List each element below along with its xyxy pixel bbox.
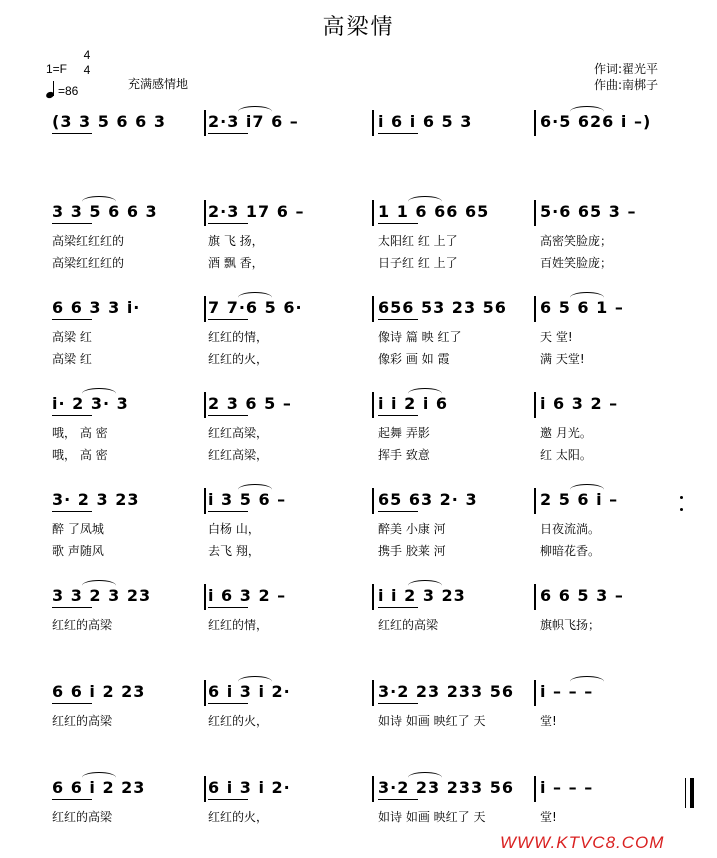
final-barline-thick: [690, 778, 694, 808]
final-barline-thin: [685, 778, 686, 808]
slur-mark: [238, 106, 272, 117]
slur-mark: [82, 580, 116, 591]
lyric-verse-2: 满 天堂!: [540, 352, 585, 366]
slur-mark: [408, 196, 442, 207]
barline: [534, 110, 536, 136]
beam-underline: [208, 607, 248, 608]
barline: [372, 200, 374, 226]
beam-underline: [52, 223, 92, 224]
beam-underline: [52, 415, 92, 416]
barline: [372, 680, 374, 706]
slur-mark: [408, 580, 442, 591]
key-signature: 1=F: [46, 62, 68, 76]
slur-mark: [238, 292, 272, 303]
barline: [534, 392, 536, 418]
lyric-verse-1: 起舞 弄影: [378, 426, 430, 440]
lyric-verse-1: 醉 了凤城: [52, 522, 104, 536]
site-watermark: WWW.KTVC8.COM: [500, 833, 665, 852]
barline: [204, 488, 206, 514]
lyric-verse-2: 柳暗花香。: [540, 544, 601, 558]
measure-notes: 6·5 626 i –): [540, 112, 652, 131]
lyric-verse-1: 白杨 山，: [208, 522, 260, 536]
barline: [372, 392, 374, 418]
beam-underline: [378, 799, 418, 800]
beam-underline: [378, 703, 418, 704]
lyric-verse-1: 红红的火，: [208, 714, 269, 728]
measure-notes: i 6 i 6 5 3: [378, 112, 473, 131]
measure-notes: 2·3 17 6 –: [208, 202, 305, 221]
slur-mark: [408, 388, 442, 399]
score-row: [30, 388, 706, 462]
measure-notes: 6 i 3 i 2·: [208, 682, 291, 701]
barline: [204, 110, 206, 136]
slur-mark: [238, 484, 272, 495]
measure-notes: 6 6 i 2 23: [52, 682, 146, 701]
lyric-verse-1: 日夜流淌。: [540, 522, 601, 536]
slur-mark: [82, 772, 116, 783]
barline: [204, 584, 206, 610]
lyric-verse-1: 旗帜飞扬；: [540, 618, 601, 632]
beam-underline: [52, 799, 92, 800]
barline: [534, 296, 536, 322]
measure-notes: 3·2 23 233 56: [378, 682, 514, 701]
measure-notes: i – – –: [540, 778, 594, 797]
barline: [534, 200, 536, 226]
measure-notes: 3 3 2 3 23: [52, 586, 152, 605]
measure-notes: 2·3 i7 6 –: [208, 112, 299, 131]
lyric-verse-2: 像彩 画 如 霞: [378, 352, 450, 366]
lyric-verse-1: 红红的高梁: [378, 618, 439, 632]
lyric-verse-2: 红红的火，: [208, 352, 269, 366]
lyric-verse-1: 高密笑脸庞；: [540, 234, 613, 248]
score-row: [30, 580, 706, 632]
score-row: [30, 106, 706, 146]
slur-mark: [408, 772, 442, 783]
beam-underline: [208, 319, 248, 320]
beam-underline: [52, 607, 92, 608]
barline: [372, 110, 374, 136]
measure-notes: i i 2 3 23: [378, 586, 466, 605]
barline: [204, 200, 206, 226]
slur-mark: [238, 676, 272, 687]
composer-credit: 作曲:南梆子: [594, 78, 659, 92]
measure-notes: i· 2 3· 3: [52, 394, 129, 413]
beam-underline: [378, 133, 418, 134]
measure-notes: 2 3 6 5 –: [208, 394, 292, 413]
time-signature: [80, 48, 94, 78]
slur-mark: [82, 388, 116, 399]
score-row: [30, 772, 706, 824]
measure-notes: 6 6 i 2 23: [52, 778, 146, 797]
barline: [204, 680, 206, 706]
slur-mark: [570, 676, 604, 687]
barline: [372, 776, 374, 802]
beam-underline: [52, 133, 92, 134]
beam-underline: [52, 319, 92, 320]
slur-mark: [570, 484, 604, 495]
barline: [534, 584, 536, 610]
beam-underline: [208, 511, 248, 512]
measure-notes: 5·6 65 3 –: [540, 202, 637, 221]
beam-underline: [378, 415, 418, 416]
measure-notes: 6 6 5 3 –: [540, 586, 624, 605]
repeat-sign: [680, 494, 684, 518]
measure-notes: 3 3 5 6 6 3: [52, 202, 158, 221]
measure-notes: 3· 2 3 23: [52, 490, 140, 509]
slur-mark: [82, 196, 116, 207]
score-row: [30, 484, 706, 558]
lyric-verse-1: 红红的高梁: [52, 810, 113, 824]
measure-notes: 3·2 23 233 56: [378, 778, 514, 797]
lyric-verse-2: 携手 胶莱 河: [378, 544, 446, 558]
measure-notes: 656 53 23 56: [378, 298, 507, 317]
barline: [534, 488, 536, 514]
lyric-verse-2: 歌 声随风: [52, 544, 104, 558]
lyric-verse-1: 如诗 如画 映红了 天: [378, 714, 486, 728]
measure-notes: i 6 3 2 –: [540, 394, 619, 413]
score-row: [30, 196, 706, 270]
lyric-verse-1: 如诗 如画 映红了 天: [378, 810, 486, 824]
lyric-verse-2: 红 太阳。: [540, 448, 592, 462]
song-title: 高梁情: [322, 15, 395, 40]
barline: [372, 296, 374, 322]
measure-notes: 6 6 3 3 i·: [52, 298, 141, 317]
lyric-verse-2: 哦， 高 密: [52, 448, 108, 462]
tempo-value: =86: [58, 84, 79, 98]
barline: [534, 680, 536, 706]
lyric-verse-1: 旗 飞 扬，: [208, 234, 264, 248]
lyric-verse-1: 邀 月光。: [540, 426, 592, 440]
lyric-verse-1: 红红高梁，: [208, 426, 269, 440]
quarter-note-icon: [46, 80, 58, 98]
meter-bottom: 4: [83, 63, 91, 77]
measure-notes: i 6 3 2 –: [208, 586, 287, 605]
measure-notes: 2 5 6 i –: [540, 490, 619, 509]
tempo-marking: [46, 80, 78, 98]
measure-notes: i i 2 i 6: [378, 394, 448, 413]
lyric-verse-1: 像诗 篇 映 红了: [378, 330, 462, 344]
lyric-verse-1: 高梁红红红的: [52, 234, 125, 248]
measure-notes: 6 5 6 1 –: [540, 298, 624, 317]
measure-notes: i – – –: [540, 682, 594, 701]
measure-notes: (3 3 5 6 6 3: [52, 112, 166, 131]
lyric-verse-1: 哦， 高 密: [52, 426, 108, 440]
beam-underline: [208, 703, 248, 704]
beam-underline: [52, 511, 92, 512]
lyric-verse-2: 百姓笑脸庞；: [540, 256, 613, 270]
beam-underline: [208, 133, 248, 134]
lyric-verse-1: 红红的高梁: [52, 618, 113, 632]
barline: [204, 776, 206, 802]
lyric-verse-1: 红红的情，: [208, 618, 269, 632]
measure-notes: i 3 5 6 –: [208, 490, 287, 509]
lyric-verse-2: 高梁 红: [52, 352, 92, 366]
score-row: [30, 292, 706, 366]
meter-top: 4: [83, 48, 91, 62]
lyric-verse-2: 红红高梁，: [208, 448, 269, 462]
lyric-verse-1: 醉美 小康 河: [378, 522, 446, 536]
barline: [534, 776, 536, 802]
lyric-verse-1: 太阳红 红 上了: [378, 234, 458, 248]
lyric-verse-1: 红红的高梁: [52, 714, 113, 728]
beam-underline: [378, 607, 418, 608]
slur-mark: [570, 292, 604, 303]
score-row: [30, 676, 706, 728]
lyric-verse-1: 红红的火，: [208, 810, 269, 824]
measure-notes: 65 63 2· 3: [378, 490, 478, 509]
measure-notes: 6 i 3 i 2·: [208, 778, 291, 797]
lyric-verse-1: 堂!: [540, 714, 557, 728]
measure-notes: 7 7·6 5 6·: [208, 298, 303, 317]
lyricist-credit: 作词:翟光平: [594, 62, 659, 76]
barline: [204, 296, 206, 322]
beam-underline: [378, 511, 418, 512]
beam-underline: [208, 415, 248, 416]
lyric-verse-1: 天 堂!: [540, 330, 573, 344]
beam-underline: [52, 703, 92, 704]
beam-underline: [208, 223, 248, 224]
beam-underline: [378, 223, 418, 224]
expression-marking: 充满感情地: [128, 77, 189, 91]
lyric-verse-1: 高梁 红: [52, 330, 92, 344]
lyric-verse-1: 红红的情，: [208, 330, 269, 344]
lyric-verse-2: 高梁红红红的: [52, 256, 125, 270]
measure-notes: 1 1 6 66 65: [378, 202, 490, 221]
lyric-verse-1: 堂!: [540, 810, 557, 824]
barline: [204, 392, 206, 418]
slur-mark: [570, 106, 604, 117]
beam-underline: [378, 319, 418, 320]
barline: [372, 584, 374, 610]
lyric-verse-2: 挥手 致意: [378, 448, 430, 462]
lyric-verse-2: 去飞 翔，: [208, 544, 260, 558]
lyric-verse-2: 酒 飘 香，: [208, 256, 264, 270]
lyric-verse-2: 日子红 红 上了: [378, 256, 458, 270]
beam-underline: [208, 799, 248, 800]
barline: [372, 488, 374, 514]
